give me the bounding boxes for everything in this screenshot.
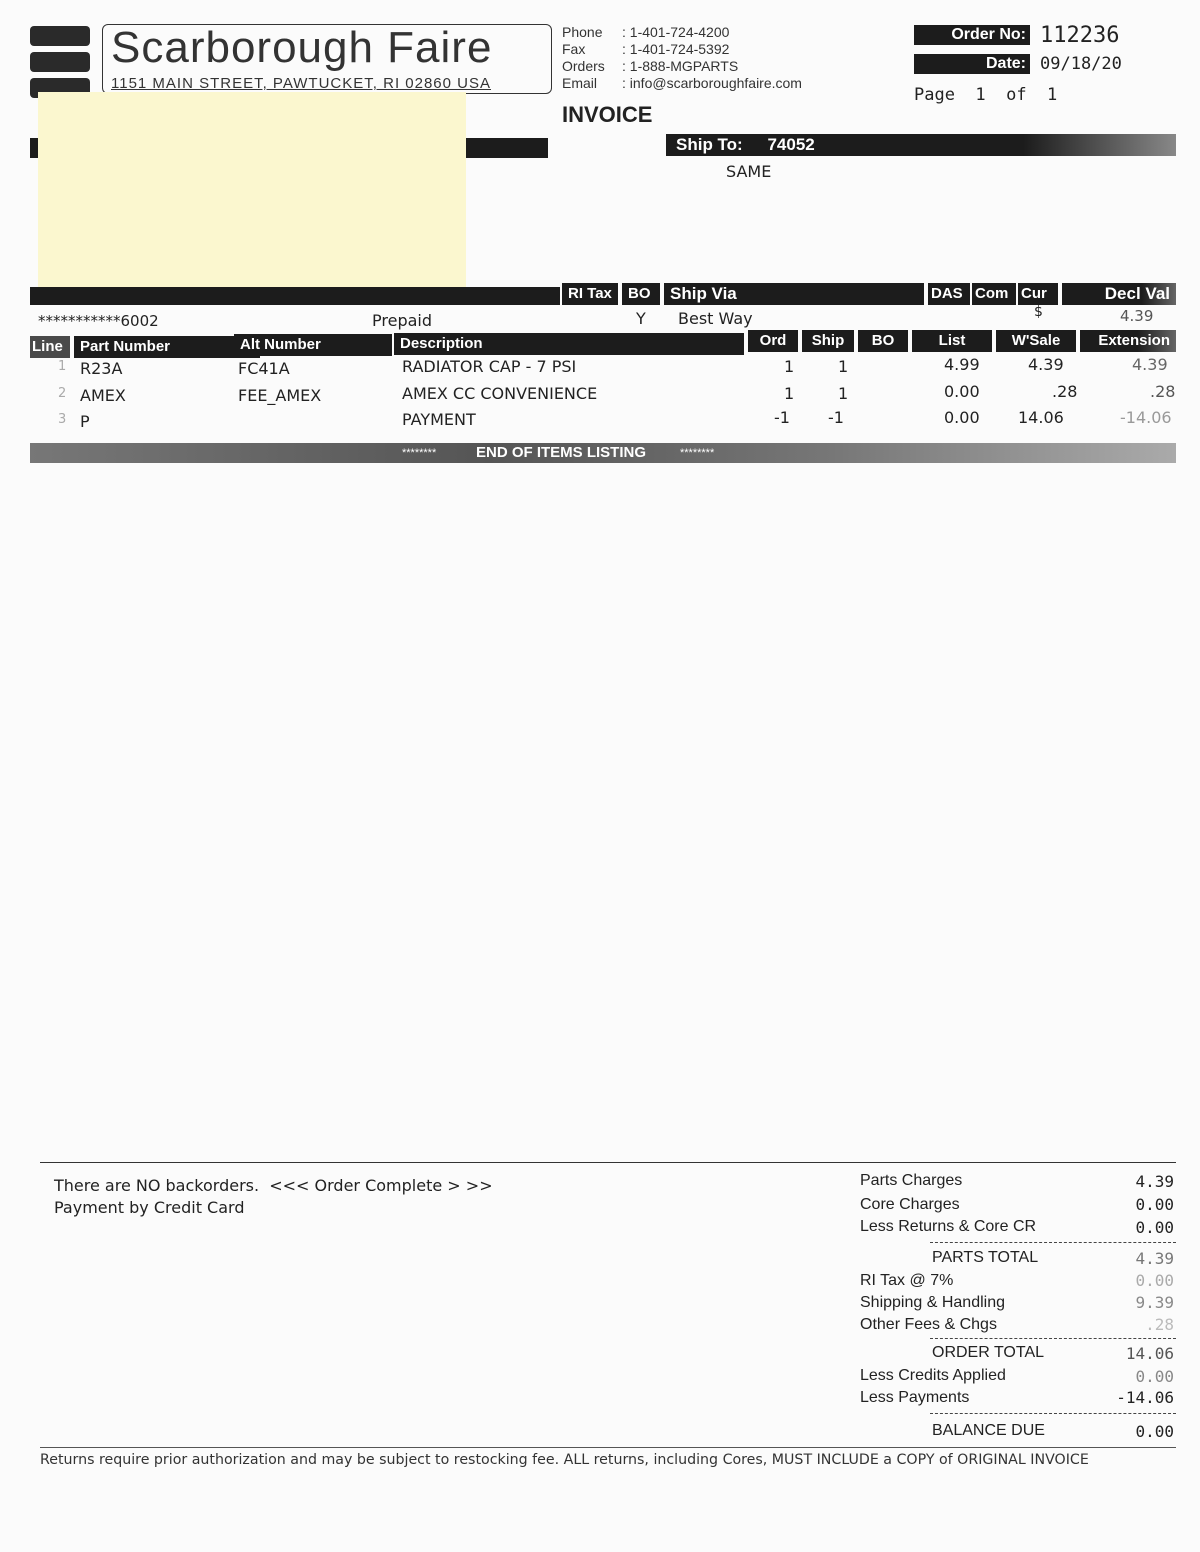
balance-due-label: BALANCE DUE <box>932 1422 1045 1439</box>
bo-label: BO <box>622 283 660 305</box>
row-alt: FC41A <box>238 359 290 378</box>
decl-val-label: Decl Val <box>1062 283 1176 305</box>
end-listing-stars-right: ******** <box>680 447 715 459</box>
row-list: 4.99 <box>944 355 980 374</box>
contact-orders: Orders : 1-888-MGPARTS <box>562 58 739 74</box>
ship-to-name: SAME <box>726 162 772 181</box>
shipping-label: Shipping & Handling <box>860 1294 1005 1311</box>
invoice-title: INVOICE <box>562 102 653 127</box>
order-no-label: Order No: <box>914 25 1030 45</box>
row-ship: -1 <box>828 408 844 427</box>
row-ext: -14.06 <box>1120 408 1172 427</box>
row-desc: AMEX CC CONVENIENCE <box>402 384 598 403</box>
backorder-note: There are NO backorders. <<< Order Complete > >> <box>54 1176 493 1195</box>
footer-divider <box>40 1447 1176 1448</box>
row-ord: 1 <box>784 357 795 376</box>
items-header-bar <box>30 333 1176 355</box>
col-ord: Ord <box>748 330 798 352</box>
date-value: 09/18/20 <box>1040 54 1122 74</box>
summary-divider <box>40 1162 1176 1163</box>
row-line: 1 <box>58 359 67 374</box>
core-charges-label: Core Charges <box>860 1196 960 1213</box>
less-credits-value: 0.00 <box>1135 1367 1174 1386</box>
decl-val-value: 4.39 <box>1120 307 1154 325</box>
order-no-value: 112236 <box>1040 23 1120 48</box>
less-payments-value: -14.06 <box>1116 1388 1174 1407</box>
ship-to-bar <box>666 134 1176 156</box>
date-label: Date: <box>914 54 1030 74</box>
row-ship: 1 <box>838 357 849 376</box>
other-fees-value: .28 <box>1145 1315 1174 1334</box>
row-alt: FEE_AMEX <box>238 386 322 405</box>
row-wsale: 4.39 <box>1028 355 1064 374</box>
col-ship: Ship <box>802 330 854 352</box>
row-desc: RADIATOR CAP - 7 PSI <box>402 357 577 376</box>
order-total-label: ORDER TOTAL <box>932 1344 1045 1361</box>
order-total-value: 14.06 <box>1125 1344 1174 1363</box>
payment-note: Payment by Credit Card <box>54 1198 245 1217</box>
row-line: 3 <box>58 412 67 427</box>
shipping-value: 9.39 <box>1135 1293 1174 1312</box>
cur-label: Cur <box>1018 283 1058 305</box>
contact-fax: Fax : 1-401-724-5392 <box>562 41 730 57</box>
col-list: List <box>912 330 992 352</box>
end-listing-text: END OF ITEMS LISTING <box>476 444 647 461</box>
col-part-number: Part Number <box>74 336 260 358</box>
ri-tax-label: RI Tax <box>562 283 618 305</box>
less-credits-label: Less Credits Applied <box>860 1367 1006 1384</box>
contact-email: Email : info@scarboroughfaire.com <box>562 75 802 91</box>
col-description: Description <box>394 333 744 355</box>
company-contact <box>562 24 862 92</box>
less-returns-label: Less Returns & Core CR <box>860 1218 1037 1235</box>
table-row <box>30 357 1176 381</box>
row-ship: 1 <box>838 384 849 403</box>
terms-header-bar <box>30 283 1176 305</box>
row-part: R23A <box>80 359 123 378</box>
row-list: 0.00 <box>944 382 980 401</box>
row-part: AMEX <box>80 386 126 405</box>
table-row <box>30 384 1176 408</box>
col-bo: BO <box>858 330 908 352</box>
less-payments-label: Less Payments <box>860 1389 970 1406</box>
row-wsale: .28 <box>1052 382 1078 401</box>
col-extension: Extension <box>1080 330 1176 352</box>
parts-total-label: PARTS TOTAL <box>932 1249 1039 1266</box>
ship-via-value: Best Way <box>678 309 753 328</box>
returns-policy: Returns require prior authorization and may be subject to restocking fee. ALL returns, including Cores, MUST INCLUDE a COPY of ORIGINAL INVOICE <box>40 1452 1089 1468</box>
table-row <box>30 410 1176 434</box>
terms-value: Prepaid <box>372 311 432 330</box>
end-of-items-bar <box>30 443 1176 463</box>
ship-to-id: 74052 <box>767 135 815 154</box>
col-line: Line <box>30 336 70 358</box>
row-desc: PAYMENT <box>402 410 476 429</box>
row-wsale: 14.06 <box>1018 408 1064 427</box>
page-indicator: Page 1 of 1 <box>914 85 1058 105</box>
ri-tax-total-value: 0.00 <box>1135 1271 1174 1290</box>
end-listing-stars-left: ******** <box>402 447 437 459</box>
row-ext: 4.39 <box>1132 355 1168 374</box>
company-brand-box <box>102 24 552 94</box>
ri-tax-total-label: RI Tax @ 7% <box>860 1272 954 1289</box>
company-name: Scarborough Faire <box>111 23 493 72</box>
balance-due-value: 0.00 <box>1135 1422 1174 1441</box>
parts-charges-value: 4.39 <box>1135 1172 1174 1191</box>
company-address: 1151 MAIN STREET, PAWTUCKET, RI 02860 USA <box>111 75 491 92</box>
com-label: Com <box>972 283 1016 305</box>
col-wsale: W'Sale <box>996 330 1076 352</box>
ship-to-label: Ship To: <box>676 135 743 154</box>
core-charges-value: 0.00 <box>1135 1195 1174 1214</box>
ri-tax-value: Y <box>636 309 646 328</box>
contact-phone: Phone : 1-401-724-4200 <box>562 24 730 40</box>
row-ord: 1 <box>784 384 795 403</box>
card-number: ***********6002 <box>38 312 159 330</box>
parts-charges-label: Parts Charges <box>860 1172 963 1189</box>
less-returns-value: 0.00 <box>1135 1218 1174 1237</box>
redacted-address-block <box>38 92 466 298</box>
row-line: 2 <box>58 386 67 401</box>
das-label: DAS <box>928 283 970 305</box>
row-list: 0.00 <box>944 408 980 427</box>
ship-via-label: Ship Via <box>664 283 924 305</box>
totals-panel <box>860 1172 1176 1442</box>
row-ext: .28 <box>1150 382 1176 401</box>
other-fees-label: Other Fees & Chgs <box>860 1316 997 1333</box>
currency-value: $ <box>1034 304 1043 320</box>
row-ord: -1 <box>774 408 790 427</box>
row-part: P <box>80 412 90 431</box>
col-alt-number: Alt Number <box>234 334 392 356</box>
parts-total-value: 4.39 <box>1135 1249 1174 1268</box>
